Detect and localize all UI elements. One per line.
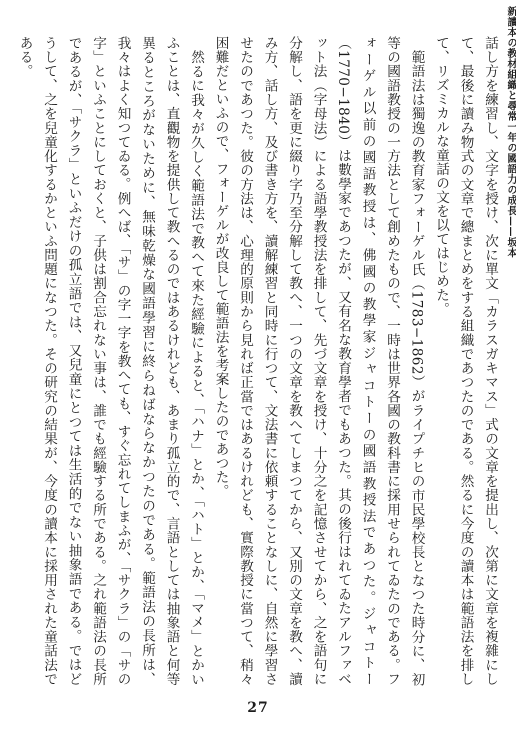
body-text <box>16 36 502 686</box>
running-head: 新讀本の教材組織と尋常一年の國語力の成長——坂本 <box>505 6 516 258</box>
paragraph: 話し方を練習し、文字を授け、次に單文「カラスガキマス」式の文章を提出し、次第に文章を複雜にして、最後に讀み物式の文章で總まとめをする組織であつたのである。然るに今度の讀本は範語法を排して、リズミカルな童話の文を以てはじめた。 <box>433 36 498 686</box>
paragraph: 然るに我々が久しく範語法で教へて來た經驗によると、「ハナ」とか、「ハト」とか、「マメ」とかいふことは、直觀物を提供して教へるのではあるけれども、あまり孤立的で、言語としては抽象語と何等異るところがないために、無味乾燥な國語學習に終らねばならなかつたのである。範語法の長所は、我々はよく知つてゐる。例へば、「サ」の字一字を教へても、すぐ忘れてしまふが、「サクラ」の「サの字」といふことにしておくと、子供は割合忘れない事は、誰でも經驗する所である。之れ範語法の長所であるが、「サクラ」といふだけの孤立語では、又兒童にとつては生活的でない抽象語である。ではどうして、之を兒童化するかといふ問題になつた。その研究の結果が、今度の讀本に採用された童話法である。 <box>16 36 204 686</box>
page-number: 27 <box>247 700 269 716</box>
paragraph: 範語法は獨逸の教育家フォーゲル氏（1783−1862）がライプチヒの市民學校長となつた時分に、初等の國語教授の一方法として創めたもので、一時は世界各國の教科書に採用せられてゐたのである。フォーゲル以前の國語教授は、佛國の教學家ジャコトーの國語教授法であつた。ジャコトー（1770−1840）は數學家であつたが、又有名な教育學者でもあつた。其の後行はれてゐたアルファベット法（字母法）による語學教授法を排して、先づ文章を授け、十分之を記憶させてから、之を語句に分解し、語を更に綴り字乃至分解して教へ、一つの文章を教へてしまつてから、又別の文章を教へ、讀み方、話し方、及び書き方を、讀解練習と同時に行つて、文法書に依頼することなしに、自然に學習させたのであつた。彼の方法は、心理的原則から見れば正當ではあるけれども、實際教授に當つて、稍々困難だといふので、フォーゲルが改良して範語法を考案したのであつた。 <box>212 36 425 686</box>
